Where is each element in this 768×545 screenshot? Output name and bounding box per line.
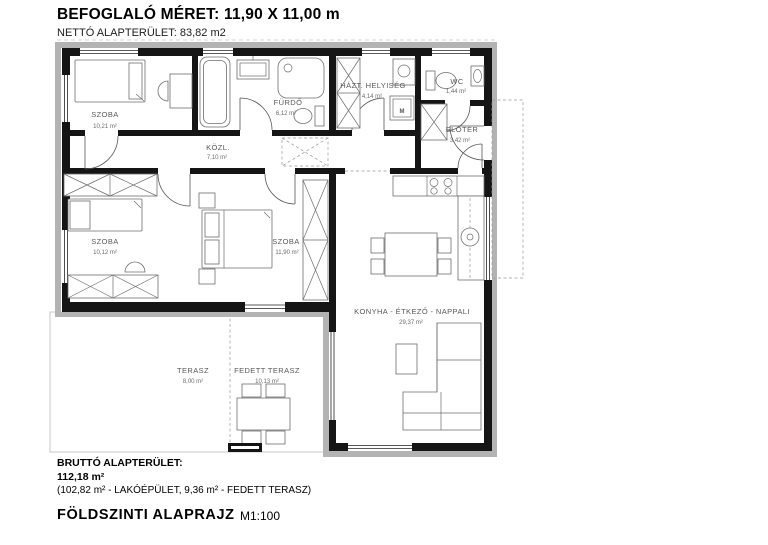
chair-icon bbox=[371, 238, 384, 253]
dresser-icon bbox=[68, 262, 158, 298]
attic-hatch bbox=[282, 138, 328, 166]
double-bed-icon bbox=[199, 193, 272, 284]
room-label-hall: KÖZL. bbox=[206, 143, 230, 152]
room-label-bedroom2: SZOBA bbox=[91, 237, 119, 246]
door-hall-living bbox=[458, 144, 482, 168]
washbasin-icon bbox=[237, 56, 269, 79]
window-bedroom3-terrace bbox=[245, 302, 285, 312]
coffee-table-icon bbox=[396, 344, 417, 374]
sofa-icon bbox=[403, 323, 481, 430]
wardrobe-icon bbox=[337, 58, 360, 128]
room-label-wc: WC bbox=[450, 77, 464, 86]
svg-text:4,14 m²: 4,14 m² bbox=[361, 94, 383, 100]
chair-icon bbox=[158, 81, 168, 101]
wardrobe-icon bbox=[64, 174, 157, 196]
door-bedroom1 bbox=[85, 136, 118, 169]
gross-area-value: 112,18 m² bbox=[57, 471, 105, 483]
kitchen-sink-icon bbox=[461, 228, 479, 246]
dining-table-icon bbox=[371, 233, 451, 276]
window-right-livingroom bbox=[484, 197, 492, 280]
svg-text:6,12 m²: 6,12 m² bbox=[275, 111, 297, 117]
room-label-bathroom: FÜRDŐ bbox=[273, 98, 303, 107]
gross-area-label: BRUTTÓ ALAPTERÜLET: bbox=[57, 457, 183, 469]
door-bedroom3 bbox=[265, 174, 295, 204]
chair-icon bbox=[438, 238, 451, 253]
page-title: BEFOGLALÓ MÉRET: 11,90 X 11,00 m bbox=[57, 6, 340, 23]
desk-icon bbox=[158, 74, 192, 108]
svg-text:10,12 m²: 10,12 m² bbox=[93, 250, 117, 256]
washbasin-icon bbox=[471, 66, 484, 86]
room-label-utility: HÁZT. HELYISÉG bbox=[340, 81, 406, 90]
chair-icon bbox=[266, 384, 285, 397]
toilet-icon bbox=[294, 106, 324, 126]
svg-text:11,90 m²: 11,90 m² bbox=[275, 250, 299, 256]
wardrobe-icon bbox=[303, 180, 328, 300]
room-label-bedroom3: SZOBA bbox=[272, 237, 300, 246]
window-left-bedroom1 bbox=[62, 75, 70, 122]
svg-text:10,21 m²: 10,21 m² bbox=[93, 124, 117, 130]
svg-text:7,10 m²: 7,10 m² bbox=[206, 155, 228, 161]
wardrobe-icon bbox=[421, 104, 447, 140]
bathtub-icon bbox=[200, 57, 230, 127]
room-label-covered-terrace: FEDETT TERASZ bbox=[234, 366, 300, 375]
chair-icon bbox=[371, 259, 384, 274]
room-label-terrace: TERASZ bbox=[177, 366, 209, 375]
chair-icon bbox=[242, 431, 261, 444]
nightstand-icon bbox=[199, 269, 215, 284]
svg-text:M: M bbox=[399, 109, 405, 115]
plan-scale: M1:100 bbox=[240, 509, 281, 523]
bed-icon bbox=[75, 60, 145, 102]
window-top-utility bbox=[362, 48, 390, 56]
window-top-bedroom1 bbox=[80, 48, 138, 56]
chair-icon bbox=[266, 431, 285, 444]
shower-icon bbox=[278, 58, 324, 98]
window-bottom-livingroom bbox=[348, 443, 412, 451]
window-top-wc bbox=[432, 48, 470, 56]
svg-text:10,13 m²: 10,13 m² bbox=[255, 379, 279, 385]
net-area-subtitle: NETTÓ ALAPTERÜLET: 83,82 m2 bbox=[57, 27, 226, 39]
window-top-bathroom bbox=[203, 48, 233, 56]
chair-icon bbox=[242, 384, 261, 397]
room-label-entry: ELŐTÉR bbox=[445, 125, 479, 134]
terrace-glass-door bbox=[329, 332, 336, 420]
svg-text:8,00 m²: 8,00 m² bbox=[182, 379, 204, 385]
terrace-column bbox=[228, 443, 262, 452]
washing-machine-icon bbox=[390, 96, 414, 120]
door-bedroom2 bbox=[158, 174, 190, 206]
door-bathroom bbox=[240, 98, 272, 130]
svg-text:29,37 m²: 29,37 m² bbox=[399, 320, 423, 326]
chair-icon bbox=[438, 259, 451, 274]
gross-area-detail: (102,82 m² - LAKÓÉPÜLET, 9,36 m² - FEDETT TERASZ) bbox=[57, 485, 312, 496]
room-label-bedroom1: SZOBA bbox=[91, 110, 119, 119]
chair-icon bbox=[125, 262, 145, 272]
svg-text:1,44 m²: 1,44 m² bbox=[445, 89, 467, 95]
nightstand-icon bbox=[199, 193, 215, 208]
bed-icon bbox=[68, 199, 142, 231]
svg-text:3,42 m²: 3,42 m² bbox=[449, 138, 471, 144]
room-label-livingroom: KONYHA - ÉTKEZŐ - NAPPALI bbox=[354, 307, 470, 316]
plan-title: FÖLDSZINTI ALAPRAJZ bbox=[57, 507, 235, 523]
